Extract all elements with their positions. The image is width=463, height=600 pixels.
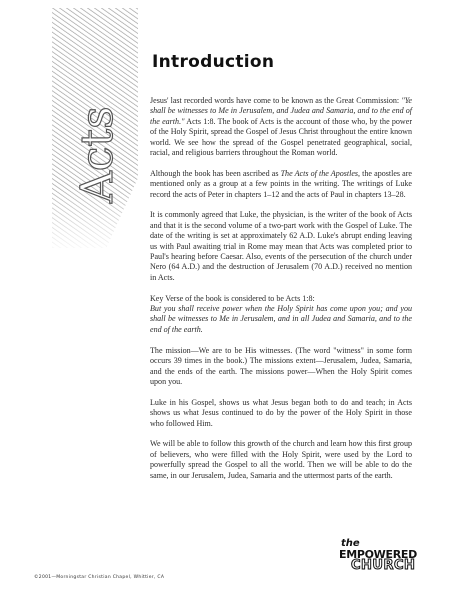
paragraph-5: Luke in his Gospel, shows us what Jesus began both to do and teach; in Acts shows us what Jesus continued to do by the power of the Holy Spirit in those who followed Him. [150,397,412,428]
paragraph-1-text: Jesus' last recorded words have come to be known as the Great Commission: [150,96,402,105]
paragraph-2-text-end: , the apostles are mentioned only as a group at a few points in the writing. The writings of Luke record the acts of Peter in chapters 1–12 and the acts of Paul in chapters 13–28. [150,168,412,199]
logo-the: the [341,538,360,549]
paragraph-4: The mission—We are to be His witnesses. (The word "witness" in some form occurs 39 times in the book.) The missions extent—Jerusalem, Judea, Samaria, and the ends of the earth. The missions power—When the Holy Spirit comes upon you. [150,345,412,386]
key-verse-text: But you shall receive power when the Holy Spirit has come upon you; and you shall be witnesses to Me in Jerusalem, and in all Judea and Samaria, and to the end of the earth. [150,304,412,334]
hatched-banner [52,8,138,248]
empowered-church-logo [339,538,419,574]
paragraph-2-text: Although the book has been ascribed as [150,168,281,178]
key-verse-label: Key Verse of the book is considered to be Acts 1:8: [150,293,315,303]
paragraph-1-text-end: Acts 1:8. The book of Acts is the account of those who, by the power of the Holy Spirit, spread the Gospel of Jesus Christ throughout the entire known world. We see how the spread of the Gospel penetrated geographical, social, racial, and religious barriers throughout the Roman world. [150,116,412,158]
acts-sidebar-graphic [52,8,138,248]
page-title: Introduction [152,52,275,72]
paragraph-6: We will be able to follow this growth of the church and learn how this first group of believers, who were filled with the Holy Spirit, were used by the Lord to powerfully spread the Gospel to all the world. Then we will be able to do the same, in our Jerusalem, Judea, Samaria and the uttermost parts of the earth. [150,439,412,480]
logo-empowered: EMPOWERED [339,548,417,561]
body-text [150,96,412,491]
logo-church: CHURCH [351,558,416,573]
copyright-footer: ©2001—Morningstar Christian Chapel, Whittier, CA [34,575,165,580]
great-commission-quote: "Ye shall be witnesses to Me in Jerusalem, and Judea and Samaria, and to the end of the earth." [150,96,412,126]
paragraph-2 [150,169,412,200]
key-verse [150,294,412,336]
paragraph-3 [150,210,412,283]
book-ascribed-title: The Acts of the Apostles [280,168,359,178]
acts-vertical-title: Acts [72,106,123,203]
paragraph-1 [150,96,412,158]
paragraph-3-text: It is commonly agreed that Luke, the physician, is the writer of the book of Acts and that it is the second volume of a two-part work with the Gospel of Luke. The date of the writing is set at approximately 62 A.D. Luke's abrupt ending leaving us with Paul awaiting trial in Rome may mean that Acts was completed prior to Paul's hearing before Caesar. Also, events of the persecution of the church under Nero (64 A.D.) and the destruction of Jerusalem (70 A.D.) received no mention in Acts. [150,210,412,282]
